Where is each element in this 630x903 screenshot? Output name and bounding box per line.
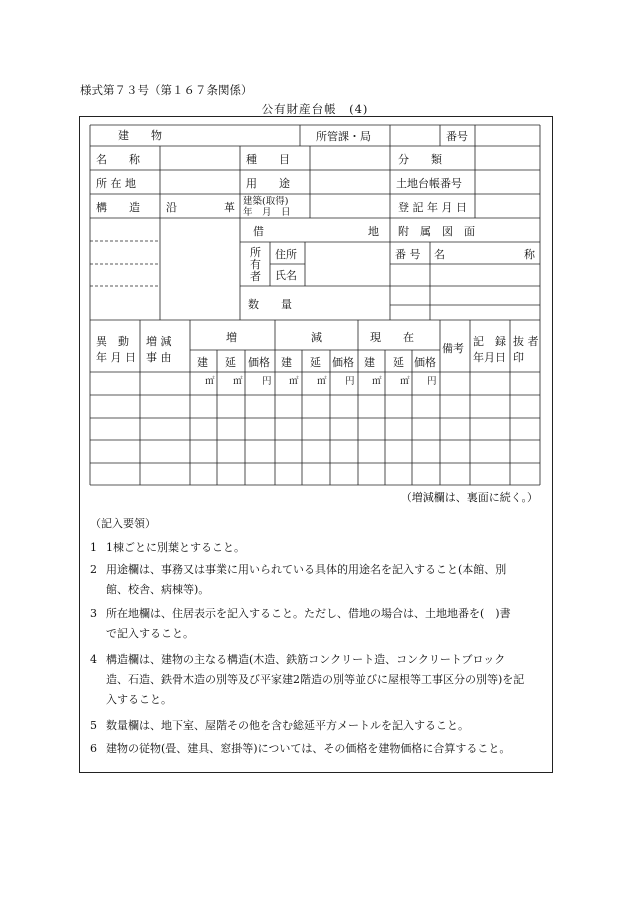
instruction-item: 6 建物の従物(畳、建具、窓掛等)については、その価格を建物価格に合算すること。 xyxy=(90,742,511,755)
unit-m2: ㎡ xyxy=(205,376,215,387)
unit-m2: ㎡ xyxy=(289,376,299,387)
label-land-register-no: 土地台帳番号 xyxy=(396,177,462,190)
label-owner-2: 有 xyxy=(250,258,261,271)
label-building: 建 物 xyxy=(118,129,162,142)
instruction-item: 5 数量欄は、地下室、屋階その他を含む総延平方メートルを記入すること。 xyxy=(90,719,469,732)
label-decrease: 減 xyxy=(311,331,322,344)
label-owner-1: 所 xyxy=(250,246,261,259)
label-change-date-1: 異 動 xyxy=(96,335,129,348)
label-history-b: 革 xyxy=(224,201,235,214)
label-record-date-1: 記 録 xyxy=(473,335,506,348)
label-construction-date-1: 建築(取得) xyxy=(243,196,289,207)
form-number: 様式第７３号（第１６７条関係） xyxy=(80,83,253,97)
label-remarks: 備考 xyxy=(442,342,464,355)
label-registration-date: 登 記 年 月 日 xyxy=(398,201,467,214)
label-change-reason-1: 増 減 xyxy=(146,335,172,348)
unit-yen: 円 xyxy=(345,376,355,387)
unit-m2: ㎡ xyxy=(233,376,243,387)
unit-yen: 円 xyxy=(262,376,272,387)
subcol-increase-floor: 延 xyxy=(225,356,236,369)
subcol-decrease-price: 価格 xyxy=(332,356,354,369)
label-change-reason-2: 事 由 xyxy=(146,351,172,364)
label-managing-dept: 所管課・局 xyxy=(316,130,371,143)
label-use: 用 途 xyxy=(246,177,290,190)
instruction-item: 1 1棟ごとに別葉とすること。 xyxy=(90,541,245,554)
label-classification: 分 類 xyxy=(398,153,442,166)
subcol-current-building: 建 xyxy=(364,356,375,369)
label-extractor-seal-2: 印 xyxy=(513,351,524,364)
subcol-increase-building: 建 xyxy=(197,356,208,369)
label-quantity: 数 量 xyxy=(248,298,292,311)
label-drawing-number: 番 号 xyxy=(395,248,421,261)
label-increase: 増 xyxy=(226,331,237,344)
subcol-decrease-building: 建 xyxy=(281,356,292,369)
instruction-item: 2 用途欄は、事務又は事業に用いられている具体的用途名を記入すること(本館、別 館、校舎、病棟等)。 xyxy=(90,563,507,596)
label-borrow: 借 xyxy=(253,225,264,238)
label-change-date-2: 年 月 日 xyxy=(96,351,136,364)
unit-m2: ㎡ xyxy=(372,376,382,387)
form-title: 公有財産台帳 (4) xyxy=(261,102,369,116)
unit-yen: 円 xyxy=(427,376,437,387)
label-number: 番号 xyxy=(446,130,468,143)
subcol-increase-price: 価格 xyxy=(248,356,270,369)
label-construction-date-2: 年 月 日 xyxy=(243,207,291,218)
instructions-heading: （記入要領） xyxy=(90,517,156,530)
subcol-current-floor: 延 xyxy=(393,356,404,369)
unit-m2: ㎡ xyxy=(317,376,327,387)
label-location: 所 在 地 xyxy=(96,177,136,190)
label-structure: 構 造 xyxy=(96,201,140,214)
label-address: 住所 xyxy=(275,248,297,261)
subcol-decrease-floor: 延 xyxy=(310,356,321,369)
label-name: 名 称 xyxy=(96,153,140,166)
continued-note: （増減欄は、裏面に続く。） xyxy=(400,491,538,504)
label-drawing-name-a: 名 xyxy=(434,248,445,261)
instruction-item: 4 構造欄は、建物の主なる構造(木造、鉄筋コンクリート造、コンクリートブロック 造、石造、鉄骨木造の別等及び平家建2階造の別等並びに屋根等工事区分の別等)を記 入すること。 xyxy=(90,653,525,706)
label-extractor-seal-1: 抜 者 xyxy=(513,335,539,348)
label-owner-3: 者 xyxy=(250,270,261,283)
label-attached-drawings: 附 属 図 面 xyxy=(398,225,475,238)
label-history-a: 沿 xyxy=(166,201,177,214)
label-category: 種 目 xyxy=(246,153,290,166)
label-land: 地 xyxy=(368,225,379,238)
subcol-current-price: 価格 xyxy=(414,356,436,369)
label-current: 現 在 xyxy=(370,331,414,344)
instruction-item: 3 所在地欄は、住居表示を記入すること。ただし、借地の場合は、土地地番を( )書 で記入すること。 xyxy=(90,607,511,640)
label-owner-name: 氏名 xyxy=(275,269,297,282)
label-drawing-name-b: 称 xyxy=(524,248,535,261)
label-record-date-2: 年月日 xyxy=(473,351,506,364)
unit-m2: ㎡ xyxy=(400,376,410,387)
